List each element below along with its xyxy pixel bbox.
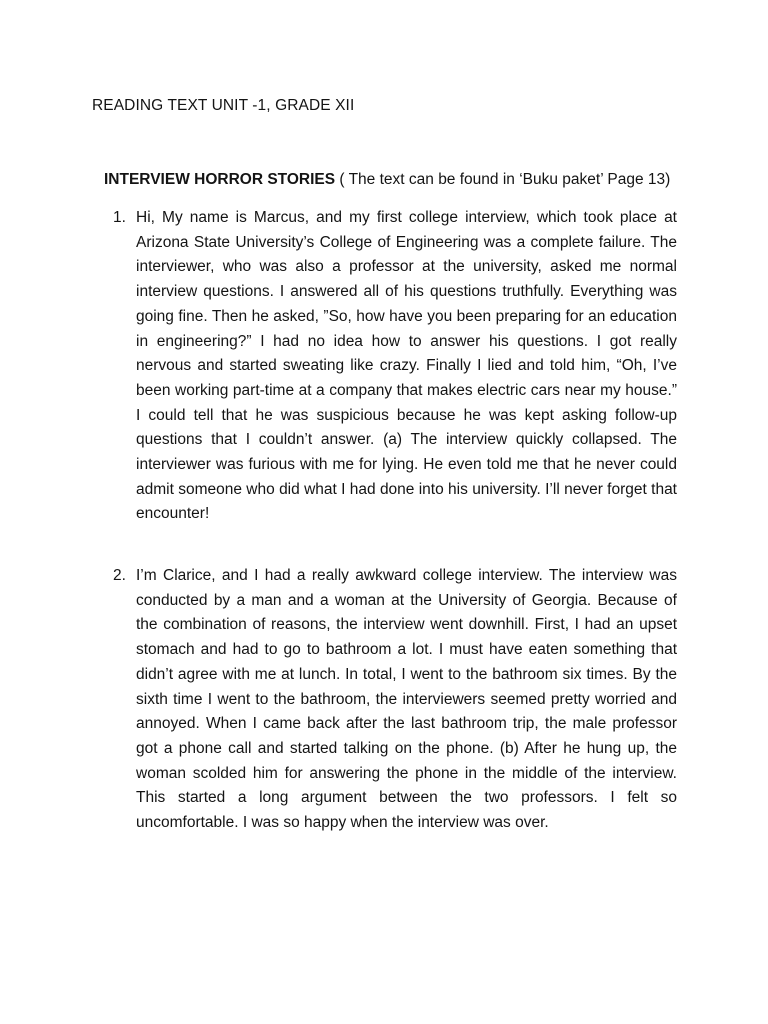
story-paragraph: Hi, My name is Marcus, and my first college interview, which took place at Arizona State University’s College of Engineering was a complete failure. The interviewer, who was also a professor at the university, asked me normal interview questions. I answered all of his questions truthfully. Everything was going fine. Then he asked, ”So, how have you been preparing for an education in engineering?” I had no idea how to answer his questions. I got really nervous and started sweating like crazy. Finally I lied and told him, “Oh, I’ve been working part-time at a company that makes electric cars near my house.” I could tell that he was suspicious because he was kept asking follow-up questions that I couldn’t answer. (a) The interview quickly collapsed. The interviewer was furious with me for lying. He even told me that he never could admit someone who did what I had done into his university. I’ll never forget that encounter! [136,209,677,523]
story-title: INTERVIEW HORROR STORIES [104,171,336,188]
story-number: 1. [113,209,126,226]
story-title-line [104,171,670,189]
story-number: 2. [113,567,126,584]
story-title-note: ( The text can be found in ‘Buku paket’ Page 13) [335,171,671,188]
unit-heading: READING TEXT UNIT -1, GRADE XII [92,97,355,114]
story-paragraph: I’m Clarice, and I had a really awkward college interview. The interview was conducted by a man and a woman at the University of Georgia. Because of the combination of reasons, the interview went downhill. First, I had an upset stomach and had to go to bathroom a lot. I must have eaten something that didn’t agree with me at lunch. In total, I went to the bathroom six times. By the sixth time I went to the bathroom, the interviewers seemed pretty worried and annoyed. When I came back after the last bathroom trip, the male professor got a phone call and started talking on the phone. (b) After he hung up, the woman scolded him for answering the phone in the middle of the interview. This started a long argument between the two professors. I felt so uncomfortable. I was so happy when the interview was over. [136,567,677,832]
